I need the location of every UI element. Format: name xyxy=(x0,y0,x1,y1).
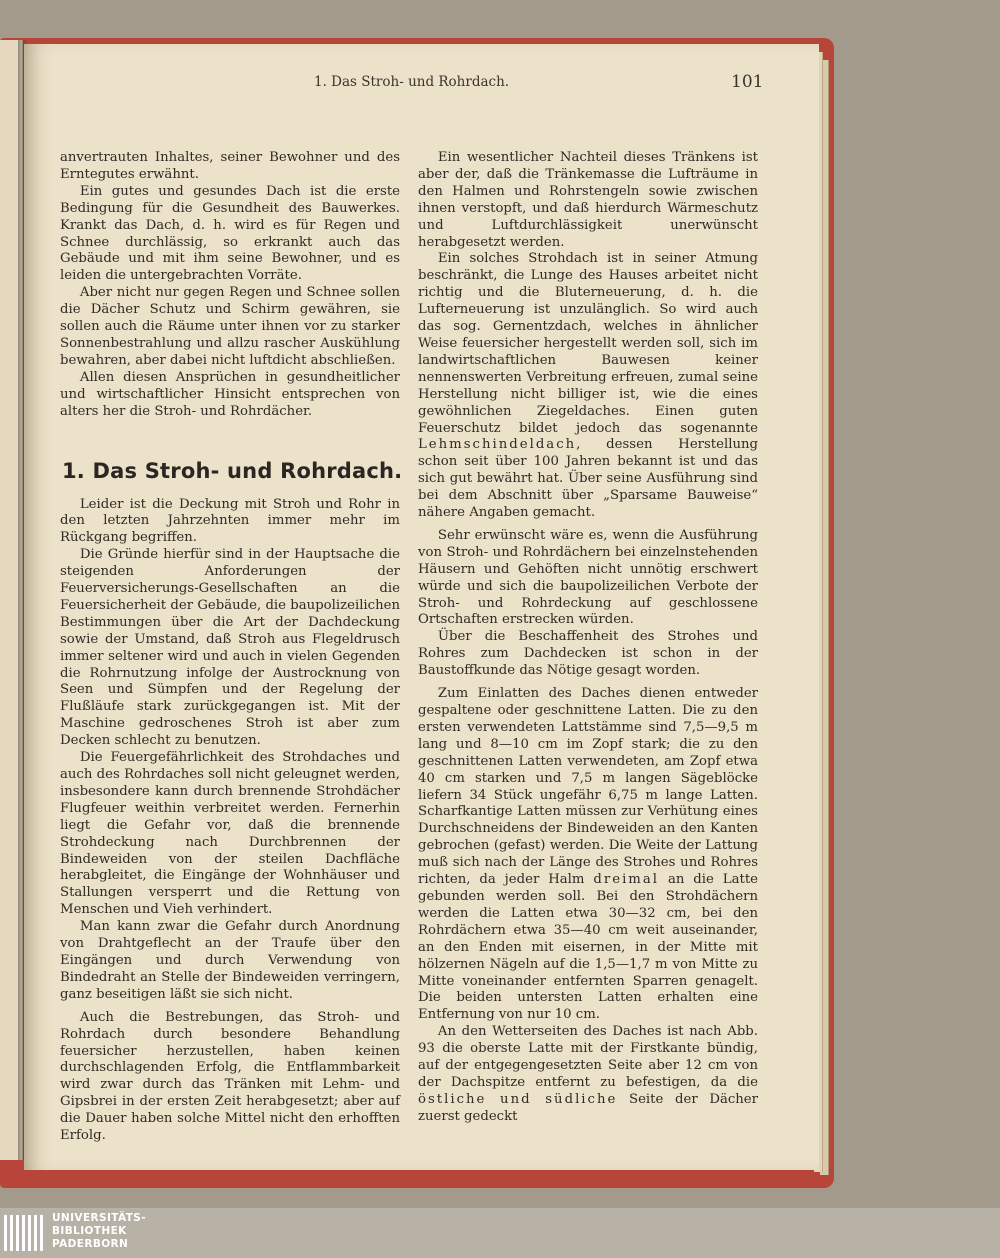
paragraph: Ein gutes und gesundes Dach ist die erste Bedingung für die Gesundheit des Bauwerkes. Krankt das Dach, d. h. wird es für Regen und Schnee durchlässig, so erkrankt auch das Gebäude und mit ihm seine Bewohner, und es leiden die untergebrachten Vorräte. xyxy=(60,183,400,284)
library-name-line: PADERBORN xyxy=(52,1238,129,1250)
paragraph: Ein wesentlicher Nachteil dieses Tränkens ist aber der, daß die Tränkemasse die Lufträume in den Halmen und Rohrstengeln sowie zwischen ihnen verstopft, und daß hierdurch Wärmeschutz und Luftdurchlässigkeit unerwünscht herabgesetzt werden. xyxy=(418,150,758,250)
library-name-line: UNIVERSITÄTS- xyxy=(52,1212,147,1224)
paragraph: Sehr erwünscht wäre es, wenn die Ausführung von Stroh- und Rohrdächern bei einzelnstehenden Häusern und Gehöften nicht unnötig erschwert würde und sich die baupolizeilichen Verbote der Stroh- und Rohrdeckung auf geschlossene Ortschaften erstrecken würden. xyxy=(418,527,758,628)
text-run: Zum Einlatten des Daches dienen entweder gespaltene oder geschnittene Latten. Die zu den ersten verwendeten Lattstämme sind 7,5—9,5 m lang und 8—10 cm im Zopf stark; die zu den geschnittenen Latten verwendeten, am Zopf etwa 40 cm starken und 7,5 m langen Sägeblöcke liefern 34 Stück ungefähr 6,75 m lange Latten. Scharfkantige Latten müssen zur Verhütung eines Durchschneidens der Bindeweiden an den Kanten gebrochen (gefast) werden. Die Weite der Lattung muß sich nach der Länge des Strohes und Rohres richten, da jeder Halm xyxy=(418,686,758,888)
paragraph: Die Gründe hierfür sind in der Hauptsache die steigenden Anforderungen der Feuerversicherungs-Gesellschaften an die Feuersicherheit der Gebäude, die baupolizeilichen Bestimmungen über die Art der Dachdeckung sowie der Umstand, daß Stroh aus Flegeldrusch immer seltener wird und auch in vielen Gegenden die Rohrnutzung infolge der Austrocknung von Seen und Sümpfen und der Regelung der Flußläufe stark zurückgegangen ist. Mit der Maschine gedroschenes Stroh ist aber zum Decken schlecht zu benutzen. xyxy=(60,547,400,749)
library-logo-icon xyxy=(0,1211,48,1255)
running-header xyxy=(24,72,819,96)
spaced-term: dreimal xyxy=(593,872,660,888)
paragraph: Allen diesen Ansprüchen in gesundheitlicher und wirtschaftlicher Hinsicht entsprechen von alters her die Stroh- und Rohrdächer. xyxy=(60,369,400,419)
paragraph xyxy=(418,251,758,522)
text-run: Ein solches Strohdach ist in seiner Atmung beschränkt, die Lunge des Hauses arbeitet nicht richtig und die Bluterneuerung, d. h. die Lufterneuerung ist unzulänglich. So wird auch das sog. Gernentzdach, welches in ähnlicher Weise feuersicher hergestellt werden soll, sich im landwirtschaftlichen Bauwesen keiner nennenswerten Verbreitung erfreuen, zumal seine Herstellung nicht billiger ist, wie die eines gewöhnlichen Ziegeldaches. Einen guten Feuerschutz bildet jedoch das sogenannte xyxy=(418,251,758,436)
paragraph: Aber nicht nur gegen Regen und Schnee sollen die Dächer Schutz und Schirm gewähren, sie sollen auch die Räume unter ihnen vor zu starker Sonnenbestrahlung und allzu rascher Auskühlung bewahren, aber dabei nicht luftdicht abschließen. xyxy=(60,285,400,368)
section-heading: 1. Das Stroh- und Rohrdach. xyxy=(62,458,403,483)
paragraph: Die Feuergefährlichkeit des Strohdaches und auch des Rohrdaches soll nicht geleugnet werden, insbesondere kann durch brennende Strohdächer Flugfeuer weithin verbreitet werden. Fernerhin liegt die Gefahr vor, daß die brennende Strohdeckung nach Durchbrennen der Bindeweiden von der steilen Dachfläche herabgleitet, die Eingänge der Wohnhäuser und Stallungen versperrt und die Rettung von Menschen und Vieh verhindert. xyxy=(60,750,400,918)
paragraph: Über die Beschaffenheit des Strohes und Rohres zum Dachdecken ist schon in der Baustoffkunde das Nötige gesagt worden. xyxy=(418,629,758,679)
spaced-term: Lehmschindeldach xyxy=(418,437,577,453)
paragraph: anvertrauten Inhaltes, seiner Bewohner und des Erntegutes erwähnt. xyxy=(60,150,400,182)
text-run: Seite der Dächer zuerst gedeckt xyxy=(418,1091,758,1124)
running-header-title: 1. Das Stroh- und Rohrdach. xyxy=(314,74,510,90)
paragraph: Man kann zwar die Gefahr durch Anordnung von Drahtgeflecht an der Traufe über den Eingängen und durch Verwendung von Bindedraht an Stelle der Bindeweiden verringern, ganz beseitigen läßt sie sich nicht. xyxy=(60,919,400,1002)
paragraph xyxy=(418,1024,758,1125)
library-footer-bar xyxy=(0,1208,1000,1258)
spaced-term: östliche und südliche xyxy=(418,1091,618,1107)
paragraph xyxy=(418,686,758,1024)
paragraph: Leider ist die Deckung mit Stroh und Rohr in den letzten Jahrzehnten immer mehr im Rückgang begriffen. xyxy=(60,496,400,546)
right-text-column xyxy=(418,150,758,1126)
library-name-line: BIBLIOTHEK xyxy=(52,1225,127,1237)
left-text-column xyxy=(60,150,403,1145)
page-number: 101 xyxy=(731,72,764,92)
text-run: an die Latte gebunden werden soll. Bei den Strohdächern werden die Latten etwa 30—32 cm, bei den Rohrdächern etwa 35—40 cm weit auseinander, an den Enden mit eisernen, in der Mitte mit hölzernen Nägeln auf die 1,5—1,7 m von Mitte zu Mitte voneinander entfernten Sparren genagelt. Die beiden untersten Latten erhalten eine Entfernung von nur 10 cm. xyxy=(418,872,758,1023)
text-run: An den Wetterseiten des Daches ist nach Abb. 93 die oberste Latte mit der Firstkante bündig, auf der entgegengesetzten Seite aber 12 cm von der Dachspitze entfernt zu befestigen, da die xyxy=(418,1024,758,1090)
library-name xyxy=(52,1212,146,1251)
paragraph: Auch die Bestrebungen, das Stroh- und Rohrdach durch besondere Behandlung feuersicher herzustellen, haben keinen durchschlagenden Erfolg, die Entflammbarkeit wird zwar durch das Tränken mit Lehm- und Gipsbrei in der ersten Zeit herabgesetzt; aber auf die Dauer haben solche Mittel nicht den erhofften Erfolg. xyxy=(60,1009,400,1144)
text-run: , dessen Herstellung schon seit über 100 Jahren bekannt ist und das sich gut bewährt hat. Über seine Ausführung sind bei dem Abschnitt über „Sparsame Bauweise“ nähere Angaben gemacht. xyxy=(418,437,758,521)
